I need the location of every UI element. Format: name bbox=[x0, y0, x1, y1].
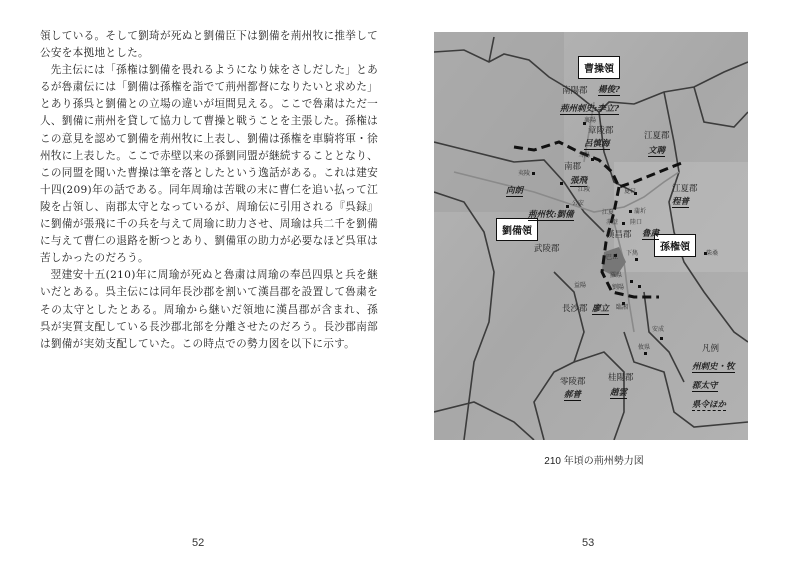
city-label: 羅県 bbox=[610, 272, 623, 279]
legend-item-province: 州刺史・牧 bbox=[692, 362, 735, 372]
commandery-label: 漢昌郡 bbox=[606, 230, 632, 240]
territory-label-sun: 孫権領 bbox=[654, 234, 696, 257]
governor-label: 向朗 bbox=[506, 186, 524, 196]
city-label: 夏口 bbox=[624, 188, 637, 195]
page-number: 53 bbox=[582, 537, 595, 549]
governor-label: 程普 bbox=[672, 197, 690, 207]
city-label: 当陽 bbox=[578, 152, 591, 159]
city-label: 巴丘 bbox=[606, 254, 619, 261]
city-label: 下雋 bbox=[626, 250, 639, 257]
city-label: 公安 bbox=[572, 200, 585, 207]
legend-item-county: 県令ほか bbox=[692, 400, 727, 410]
city-label: 陸口 bbox=[630, 219, 643, 226]
city-label: 柴桑 bbox=[706, 250, 719, 257]
city-label: 臨湘 bbox=[616, 304, 629, 311]
commandery-label: 南郡 bbox=[564, 162, 582, 172]
city-label: 劉陽 bbox=[612, 284, 625, 291]
commandery-label: 江夏郡 bbox=[644, 131, 670, 141]
commandery-label: 江夏郡 bbox=[672, 184, 698, 194]
legend-title: 凡例 bbox=[702, 344, 720, 354]
map-legend bbox=[692, 342, 735, 411]
paragraph: 領している。そして劉琦が死ぬと劉備臣下は劉備を荊州牧に推挙して公安を本拠地とした。 bbox=[40, 30, 378, 60]
city-label: 益陽 bbox=[574, 282, 587, 289]
city-label: 江夏 bbox=[602, 209, 615, 216]
jingzhou-map bbox=[434, 32, 748, 440]
legend-item-commandery: 郡太守 bbox=[692, 381, 718, 391]
governor-label: 文聘 bbox=[648, 146, 666, 156]
paragraph: 先主伝には「孫権は劉備を畏れるようになり妹をさしだした」とあるが魯粛伝には「劉備は孫権を詣でて荊州都督になりたいと求めた」とあり孫呉と劉備との立場の違いが垣間見える。ここで魯粛はただ一人、劉備に荊州を貸して協力して曹操と戦うことを主張した。孫権はこの意見を認めて劉備を荊州牧に上表し、劉備は孫権を車騎将軍・徐州牧に上表した。ここで赤壁以来の孫劉同盟が継続することとなり、この同盟を聞いた曹操は筆を落としたという逸話がある。これは建安十四(209)年の話である。同年周瑜は苦戦の末に曹仁を追い払って江陵を占領し、南郡太守となっているが、周瑜伝に引用される『呉録』に劉備が張飛に千の兵を与えて周瑜に助力させ、周瑜は兵二千を劉備に与えて曹仁の退路を断つとあり、劉備軍の助力が必要なほど呉軍は苦しかったのだろう。 bbox=[40, 64, 378, 265]
city-label: 夷陵 bbox=[518, 170, 531, 177]
governor-label: 郝普 bbox=[564, 390, 582, 400]
city-label: 蒲圻 bbox=[634, 208, 647, 215]
city-label: 攸県 bbox=[638, 344, 651, 351]
governor-label: 廖立 bbox=[592, 304, 610, 314]
city-label: 襄陽 bbox=[584, 117, 597, 124]
commandery-label: 武陵郡 bbox=[534, 244, 560, 254]
body-text bbox=[40, 28, 378, 353]
governor-label: 楊俊? bbox=[598, 85, 620, 95]
commandery-label: 南陽郡 bbox=[562, 86, 588, 96]
governor-label: 荊州牧:劉備 bbox=[528, 210, 574, 220]
city-label: 江陵 bbox=[578, 186, 591, 193]
governor-label: 魯粛 bbox=[642, 229, 660, 239]
governor-label: 趙雲 bbox=[610, 388, 628, 398]
page-number: 52 bbox=[192, 537, 205, 549]
commandery-label: 桂陽郡 bbox=[608, 373, 634, 383]
governor-label: 荊州刺史:李立? bbox=[560, 104, 620, 114]
right-page bbox=[396, 0, 792, 580]
governor-label: 張飛 bbox=[570, 176, 588, 186]
territory-label-cao: 曹操領 bbox=[578, 56, 620, 79]
commandery-label: 零陵郡 bbox=[560, 377, 586, 387]
commandery-label: 長沙郡 bbox=[562, 304, 588, 314]
commandery-label: 章陵郡 bbox=[588, 126, 614, 136]
territory-label-liu: 劉備領 bbox=[496, 218, 538, 241]
governor-label: 呂慎海 bbox=[584, 139, 610, 149]
paragraph: 翌建安十五(210)年に周瑜が死ぬと魯粛は周瑜の奉邑四県と兵を継いだとある。呉主伝には同年長沙郡を割いて漢昌郡を設置して魯粛をその太守としたとある。周瑜から継いだ領地に漢昌郡が含まれ、孫呉が実質支配している長沙郡北部を分離させたのだろう。長沙郡南部は劉備が実効支配していた。この時点での勢力図を以下に示す。 bbox=[40, 269, 378, 350]
map-caption: 210 年頃の荊州勢力図 bbox=[544, 456, 644, 467]
city-label: 赤壁 bbox=[606, 219, 619, 226]
city-label: 安成 bbox=[652, 326, 665, 333]
